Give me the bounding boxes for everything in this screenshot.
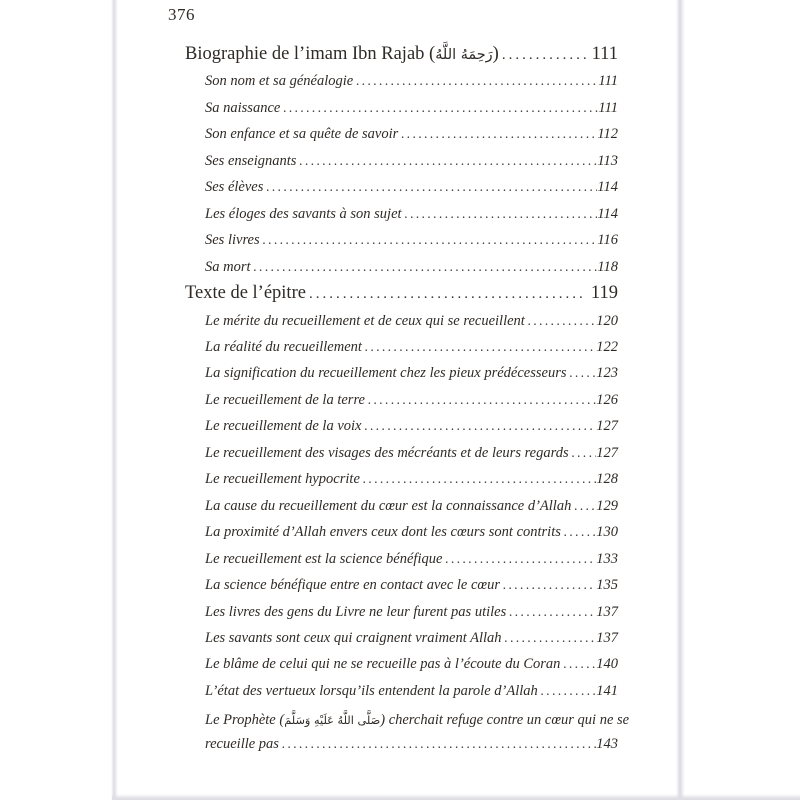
toc-entry-text: Ses élèves xyxy=(205,179,264,196)
toc-entry-text: L’état des vertueux lorsqu’ils entendent la parole d’Allah xyxy=(205,682,538,699)
toc-entry-title xyxy=(205,254,251,280)
toc-entry xyxy=(118,493,676,519)
toc-entry-text: Le recueillement hypocrite xyxy=(205,471,360,488)
toc-entry-page-number: 111 xyxy=(598,99,618,116)
toc-entry xyxy=(118,466,676,492)
toc-entry-title xyxy=(205,360,566,386)
dot-leader xyxy=(572,440,597,466)
toc-entry-title xyxy=(205,519,561,545)
toc-entry-page-number: 118 xyxy=(597,258,618,275)
toc-entry xyxy=(118,334,676,360)
dot-leader xyxy=(574,493,596,519)
toc-entry xyxy=(118,546,676,572)
toc-entry xyxy=(118,440,676,466)
toc-entry-page-number: 127 xyxy=(596,444,618,461)
toc-entry-title xyxy=(205,709,629,732)
toc-entry-text: Texte de l’épitre xyxy=(185,283,306,304)
toc-entry-page-number: 114 xyxy=(597,205,618,222)
dot-leader xyxy=(503,572,596,598)
toc-entry-title xyxy=(205,95,280,121)
toc-entry xyxy=(118,227,676,253)
toc-entry-page-number: 111 xyxy=(598,73,618,90)
dot-leader xyxy=(401,121,597,147)
toc-entry-page-number: 140 xyxy=(596,656,618,673)
toc-entry-page-number: 129 xyxy=(596,497,618,514)
dot-leader xyxy=(365,334,596,360)
toc-entry-page-number: 127 xyxy=(596,418,618,435)
dot-leader xyxy=(309,280,585,307)
toc-entry-page-number: 141 xyxy=(596,682,618,699)
toc-entry-title xyxy=(205,493,571,519)
dot-leader xyxy=(564,519,596,545)
toc-entry-title xyxy=(185,280,306,306)
toc-entry-title xyxy=(205,678,538,704)
page-left-edge-shadow xyxy=(111,0,118,800)
toc-entry xyxy=(118,95,676,121)
toc-entry xyxy=(118,678,676,704)
toc-entry-text: Le recueillement des visages des mécréants et de leurs regards xyxy=(205,444,569,461)
dot-leader xyxy=(299,148,597,174)
toc-entry-title xyxy=(205,651,560,677)
toc-entry-page-number: 143 xyxy=(596,736,618,753)
toc-entry-text: Les savants sont ceux qui craignent vraiment Allah xyxy=(205,629,502,646)
toc-entry-page-number: 128 xyxy=(596,471,618,488)
toc-entry xyxy=(118,68,676,94)
toc-entry-title xyxy=(205,413,361,439)
toc-entry-page-number: 123 xyxy=(596,365,618,382)
toc-entry-text: Le Prophète ( xyxy=(205,712,285,729)
toc-entry-text: Le recueillement est la science bénéfique xyxy=(205,550,443,567)
toc-entry xyxy=(118,709,676,732)
toc-entry-text: Ses enseignants xyxy=(205,152,297,169)
toc-entry-page-number: 122 xyxy=(596,338,618,355)
toc-entry-page-number: 135 xyxy=(596,577,618,594)
toc-entry-title xyxy=(205,334,362,360)
toc-entry xyxy=(118,519,676,545)
toc-entry-page-number: 119 xyxy=(590,283,618,304)
toc-entry-title xyxy=(205,466,360,492)
toc-entry xyxy=(118,732,676,756)
toc-entry-text: Biographie de l’imam Ibn Rajab ( xyxy=(185,44,436,64)
toc-entry-title xyxy=(205,148,296,174)
dot-leader xyxy=(528,308,596,334)
toc-entry-text: La proximité d’Allah envers ceux dont les cœurs sont contrits xyxy=(205,524,561,541)
toc-entry xyxy=(118,201,676,227)
toc-entry-text: Les éloges des savants à son sujet xyxy=(205,205,402,222)
toc-entry-page-number: 130 xyxy=(596,524,618,541)
toc-entry-text: Le recueillement de la terre xyxy=(205,391,365,408)
toc-entry-page-number: 126 xyxy=(596,391,618,408)
dot-leader xyxy=(505,625,597,651)
page-right-edge-shadow xyxy=(676,0,685,800)
toc-entry-title xyxy=(205,440,569,466)
toc-entry-text: Son enfance et sa quête de savoir xyxy=(205,126,399,143)
dot-leader xyxy=(502,41,586,68)
table-of-contents xyxy=(118,41,676,756)
toc-entry xyxy=(118,387,676,413)
toc-entry-title xyxy=(205,599,506,625)
toc-entry-text: La cause du recueillement du cœur est la connaissance d’Allah xyxy=(205,497,572,514)
dot-leader xyxy=(364,413,596,439)
toc-entry-text: La signification du recueillement chez les pieux prédécesseurs xyxy=(205,365,567,382)
toc-entry-title xyxy=(205,201,402,227)
toc-entry xyxy=(118,599,676,625)
toc-entry-text-after: ) xyxy=(492,44,499,64)
toc-section-heading xyxy=(118,41,676,68)
toc-entry-title xyxy=(205,68,353,94)
toc-entry xyxy=(118,254,676,280)
toc-entry xyxy=(118,651,676,677)
toc-entry-text-after: ) cherchait refuge contre un cœur qui ne se xyxy=(380,712,630,729)
dot-leader xyxy=(563,651,596,677)
toc-entry-text: Sa mort xyxy=(205,258,251,275)
toc-entry xyxy=(118,308,676,334)
toc-entry xyxy=(118,625,676,651)
arabic-honorific: رَحِمَهُ اللَّهُ xyxy=(435,47,493,63)
book-page xyxy=(118,0,676,794)
toc-entry-title xyxy=(185,41,499,68)
toc-section-heading xyxy=(118,280,676,307)
toc-entry-title xyxy=(205,227,260,253)
toc-entry-text: Le mérite du recueillement et de ceux qui se recueillent xyxy=(205,312,525,329)
dot-leader xyxy=(363,466,596,492)
page-bottom-edge-shadow xyxy=(112,794,800,800)
toc-entry-title xyxy=(205,733,279,756)
toc-entry-page-number: 112 xyxy=(597,126,618,143)
toc-entry-page-number: 137 xyxy=(596,629,618,646)
toc-entry-title xyxy=(205,174,263,200)
dot-leader xyxy=(405,201,598,227)
toc-entry-page-number: 133 xyxy=(596,550,618,567)
toc-entry-page-number: 120 xyxy=(596,312,618,329)
arabic-honorific: صَلَّى اللَّهُ عَلَيْهِ وَسَلَّمَ xyxy=(284,714,381,728)
toc-entry-text: Ses livres xyxy=(205,232,260,249)
dot-leader xyxy=(509,599,596,625)
dot-leader xyxy=(569,360,596,386)
toc-entry-page-number: 113 xyxy=(597,152,618,169)
toc-entry-text: Le blâme de celui qui ne se recueille pas à l’écoute du Coran xyxy=(205,656,561,673)
dot-leader xyxy=(368,387,596,413)
toc-entry xyxy=(118,413,676,439)
toc-entry-text: La science bénéfique entre en contact avec le cœur xyxy=(205,577,500,594)
toc-entry xyxy=(118,360,676,386)
page-number: 376 xyxy=(168,5,195,24)
toc-entry-title xyxy=(205,387,365,413)
toc-entry-text: Les livres des gens du Livre ne leur furent pas utiles xyxy=(205,603,507,620)
toc-entry-text: Son nom et sa généalogie xyxy=(205,73,354,90)
dot-leader xyxy=(254,254,598,280)
toc-entry-title xyxy=(205,572,500,598)
toc-entry-text: Le recueillement de la voix xyxy=(205,418,362,435)
toc-entry-title xyxy=(205,546,442,572)
dot-leader xyxy=(282,732,596,756)
toc-entry-page-number: 114 xyxy=(597,179,618,196)
toc-entry-page-number: 137 xyxy=(596,603,618,620)
toc-entry xyxy=(118,174,676,200)
toc-entry-title xyxy=(205,625,502,651)
toc-entry-page-number: 116 xyxy=(597,232,618,249)
toc-entry-title xyxy=(205,121,398,147)
dot-leader xyxy=(445,546,596,572)
dot-leader xyxy=(263,227,598,253)
dot-leader xyxy=(283,95,598,121)
toc-entry-text: Sa naissance xyxy=(205,99,281,116)
toc-entry-text: La réalité du recueillement xyxy=(205,338,362,355)
toc-entry xyxy=(118,572,676,598)
dot-leader xyxy=(541,678,596,704)
toc-entry xyxy=(118,148,676,174)
toc-entry-title xyxy=(205,308,525,334)
dot-leader xyxy=(356,68,598,94)
dot-leader xyxy=(266,174,597,200)
toc-entry-text: recueille pas xyxy=(205,736,279,753)
toc-entry xyxy=(118,121,676,147)
toc-entry-page-number: 111 xyxy=(591,44,618,64)
